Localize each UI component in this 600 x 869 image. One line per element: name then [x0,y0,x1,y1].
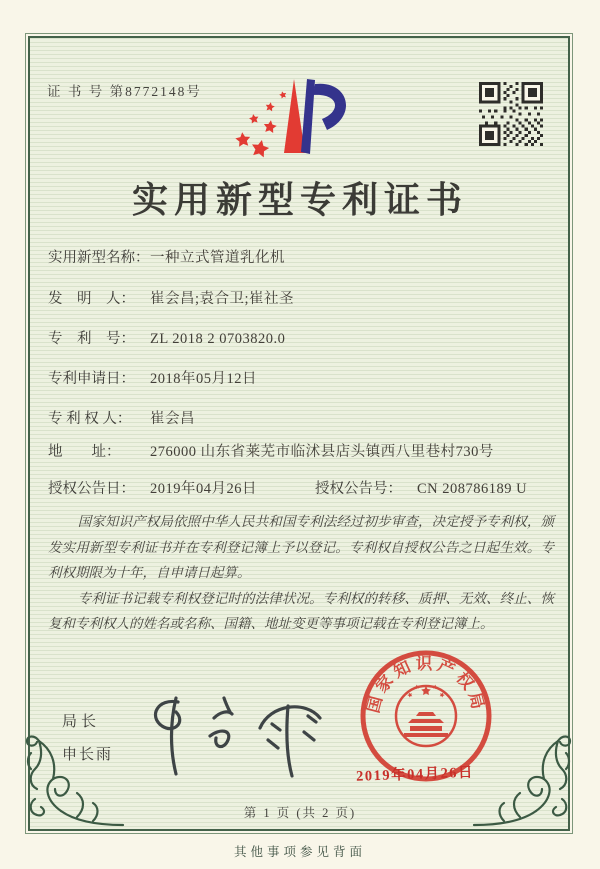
back-side-note: 其他事项参见背面 [233,845,366,859]
field-inventor [48,288,556,310]
field-grant-number [315,478,527,500]
field-value: 崔会昌;袁合卫;崔社圣 [150,291,295,307]
field-grant-row [48,478,556,500]
cnipa-logo-icon [228,74,363,164]
field-value: 一种立式管道乳化机 [150,250,285,266]
field-label: 授权公告号： [315,481,402,497]
field-label: 地 址： [48,444,121,460]
certificate-fields [48,247,556,500]
field-value: ZL 2018 2 0703820.0 [150,331,286,347]
handwritten-signature [140,688,330,788]
field-value: 276000 山东省莱芜市临沭县店头镇西八里巷村730号 [150,444,494,460]
legal-paragraph-2: 专利证书记载专利权登记时的法律状况。专利权的转移、质押、无效、终止、恢复和专利权人的姓名或名称、国籍、地址变更等事项记载在专利登记簿上。 [48,590,554,631]
field-patentee [48,408,556,430]
field-address [48,441,556,463]
field-value: CN 208786189 U [417,481,528,497]
field-label: 专 利 号： [48,331,135,347]
field-filing-date [48,368,556,390]
field-label: 专 利 权 人： [48,411,132,427]
seal-date: 2019年04月26日 [355,764,475,785]
field-value: 2018年05月12日 [150,371,257,387]
certificate-title: 实用新型专利证书 [131,180,468,220]
svg-text:国家知识产权局 [363,654,488,715]
seal-text: 国家知识产权局 [363,653,489,715]
commissioner-title: 局长 [62,714,101,730]
national-emblem-icon [396,684,456,746]
field-value: 崔会昌 [150,411,195,427]
commissioner-name: 申长雨 [62,747,114,763]
qr-code [479,82,543,146]
legal-text [48,509,554,637]
page-number: 第 1 页 (共 2 页) [243,806,357,820]
field-patent-number [48,328,556,350]
certificate-number: 证 书 号 第8772148号 [47,84,202,99]
field-label: 专利申请日： [48,371,135,387]
field-value: 2019年04月26日 [150,481,257,497]
field-label: 实用新型名称： [48,250,150,266]
legal-paragraph-1: 国家知识产权局依照中华人民共和国专利法经过初步审查，决定授予专利权，颁发实用新型专利证书并在专利登记簿上予以登记。专利权自授权公告之日起生效。专利权期限为十年，自申请日起算。 [48,514,554,580]
field-utility-model-name [48,247,556,269]
field-label: 发 明 人： [48,291,135,307]
field-label: 授权公告日： [48,481,135,497]
